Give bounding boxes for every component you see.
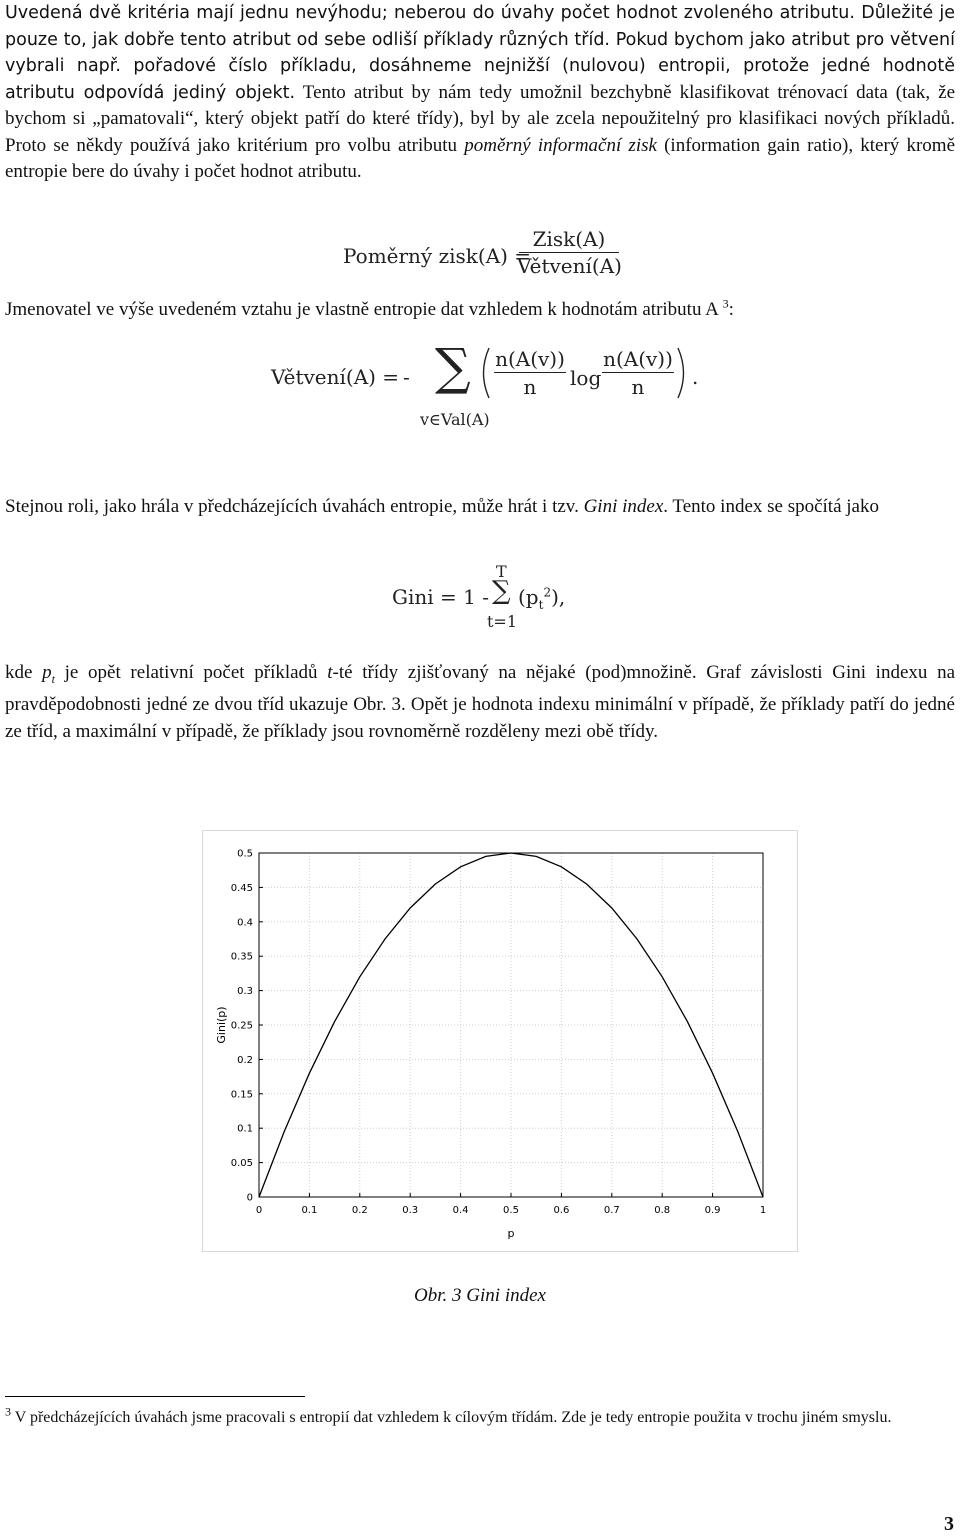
x-tick-label: 0.4 [452, 1205, 469, 1216]
var-t: t [327, 662, 333, 683]
intro-sentence-2: Tento atribut by nám tedy umožnil bezchybně klasifikovat trénovací data (tak, že bychom si „pamatovali“, který objekt patří do které třídy), byl by ale zcela nepoužitelný pro klasifikaci nových příkladů. Proto se někdy používá jako kritérium pro volbu atributu [5, 81, 956, 156]
footnote-ref: 3 [722, 296, 729, 311]
intro-paragraph [5, 0, 955, 186]
denominator-tail: : [728, 299, 734, 320]
gini-intro-text: Stejnou roli, jako hrála v předcházejících úvahách entropie, může hrát i tzv. [5, 496, 584, 517]
split-info-lhs: Větvení(A) = [271, 365, 400, 389]
figure-caption: Obr. 3 Gini index [414, 1285, 546, 1306]
x-axis-label: p [507, 1227, 515, 1240]
gini-sigma-bottom: t=1 [487, 612, 518, 631]
gini-term-sup: 2 [543, 585, 552, 600]
x-tick-label: 0.2 [351, 1205, 368, 1216]
gini-chart-svg [203, 831, 797, 1251]
gain-ratio-denominator: Větvení(A) [517, 254, 622, 278]
y-tick-label: 0.3 [237, 986, 253, 998]
sigma-subscript: v∈Val(A) [420, 410, 490, 429]
y-tick-label: 0.15 [230, 1089, 253, 1101]
intro-sentence-3: (information gain ratio), který kromě entropie bere do úvahy i počet hodnot atributu. [5, 134, 955, 182]
footnote [5, 1406, 955, 1430]
term-gini-index: Gini index [583, 496, 664, 517]
gini-intro-paragraph [5, 494, 955, 521]
fraction-line-2 [602, 372, 674, 373]
split-info-denominator-1: n [523, 375, 537, 399]
var-p [42, 662, 55, 686]
split-info-numerator-2: n(A(v)) [603, 347, 673, 371]
denominator-text: Jmenovatel ve výše uvedeném vztahu je vlastně entropie dat vzhledem k hodnotám atributu A [5, 299, 723, 320]
gini-lhs: Gini = 1 - [392, 585, 489, 609]
explanation-part-b: je opět relativní počet příkladů [54, 662, 328, 683]
y-tick-label: 0.2 [237, 1054, 253, 1066]
y-tick-label: 0.25 [230, 1020, 253, 1032]
gini-term-sub: t [538, 598, 544, 612]
x-tick-label: 0.1 [301, 1205, 318, 1216]
gini-explanation-paragraph [5, 660, 955, 745]
x-tick-label: 0.7 [603, 1205, 620, 1216]
x-tick-label: 0.9 [704, 1205, 721, 1216]
log-label: log [570, 366, 602, 390]
right-paren [675, 346, 691, 400]
explanation-part-a: kde [5, 662, 43, 683]
gain-ratio-lhs: Poměrný zisk(A) = [343, 244, 532, 268]
page-number: 3 [944, 1513, 954, 1535]
footnote-text: V předcházejících úvahách jsme pracovali s entropií dat vzhledem k cílovým třídám. Zde je tedy entropie použita v trochu jiném smyslu. [11, 1409, 892, 1426]
term-gain-ratio: poměrný informační zisk [464, 134, 657, 156]
gain-ratio-fraction-line [519, 252, 619, 253]
intro-sentence-1: Uvedená dvě kritéria mají jednu nevýhodu; neberou do úvahy počet hodnot zvoleného atributu. Důležité je pouze to, jak dobře tento atribut od sebe odliší příklady různých tříd. Pokud bychom jako atribut pro větvení vybrali např. pořadové číslo příkladu, dosáhneme nejnižší (nulovou) entropii, protože jedné hodnotě atributu odpovídá jediný objekt. [5, 3, 955, 103]
sigma-symbol: ∑ [435, 338, 471, 396]
y-axis-label: Gini(p) [215, 1006, 228, 1044]
explanation-part-c: -té třídy zjišťovaný na nějaké (pod)množině. Graf závislosti Gini indexu na pravděpodobnosti jedné ze dvou tříd ukazuje Obr. 3. Opět je hodnota indexu minimální v případě, že příklady patří do jedné ze tříd, a maximální v případě, že příklady jsou rovnoměrně rozděleny mezi obě třídy. [5, 662, 955, 742]
gini-chart [202, 830, 798, 1252]
y-tick-label: 0.1 [237, 1123, 253, 1135]
x-tick-label: 0 [255, 1205, 263, 1216]
x-tick-label: 1 [759, 1205, 767, 1216]
y-tick-label: 0.35 [230, 951, 253, 963]
gini-term-open: (p [518, 585, 539, 609]
gini-sigma: ∑ [492, 576, 511, 606]
gini-term [518, 585, 565, 612]
y-tick-label: 0 [246, 1192, 253, 1204]
y-tick-label: 0.45 [230, 882, 253, 894]
formula-period: . [692, 365, 699, 389]
y-tick-label: 0.4 [237, 917, 253, 929]
gini-term-close: ) [551, 585, 559, 609]
x-tick-label: 0.5 [503, 1205, 519, 1216]
fraction-line-1 [494, 372, 566, 373]
x-tick-label: 0.6 [553, 1205, 570, 1216]
left-paren [476, 346, 492, 400]
gini-term-comma: , [558, 585, 566, 609]
split-info-numerator-1: n(A(v)) [495, 347, 565, 371]
split-info-minus: - [403, 365, 410, 389]
y-tick-label: 0.05 [230, 1158, 253, 1170]
gini-sigma-top: T [496, 562, 507, 581]
footnote-mark: 3 [5, 1404, 11, 1419]
footnote-rule [5, 1396, 305, 1397]
split-info-denominator-2: n [631, 375, 645, 399]
y-tick-label: 0.5 [237, 848, 253, 860]
gain-ratio-numerator: Zisk(A) [532, 227, 606, 251]
x-tick-label: 0.8 [654, 1205, 671, 1216]
denominator-paragraph [5, 297, 955, 324]
var-p-sub: t [51, 671, 55, 686]
x-tick-label: 0.3 [402, 1205, 419, 1216]
var-p-letter: p [42, 662, 52, 683]
gini-intro-tail: . Tento index se spočítá jako [663, 496, 879, 517]
